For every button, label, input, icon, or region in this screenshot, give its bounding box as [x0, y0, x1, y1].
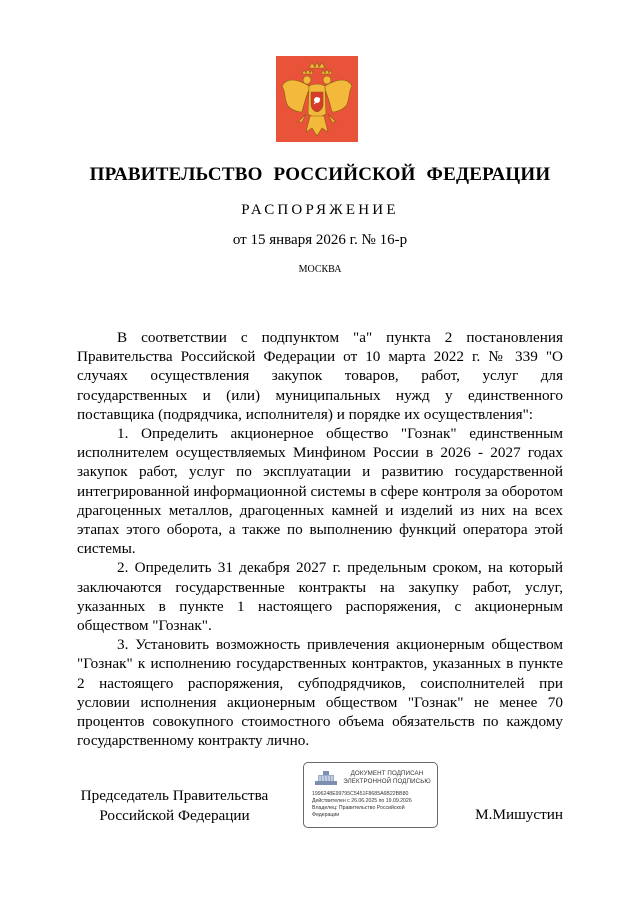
certificate-validity: Действителен с 26.06.2025 по 19.09.2026 — [312, 798, 412, 804]
document-body — [77, 328, 563, 750]
signatory-position-line2: Российской Федерации — [99, 806, 250, 824]
government-building-icon — [313, 770, 339, 786]
certificate-owner-line1: Владелец: Правительство Российской — [312, 805, 405, 811]
document-date-number: от 15 января 2026 г. № 16-р — [232, 232, 408, 248]
signatory-position — [77, 786, 272, 825]
electronic-signature-stamp — [303, 762, 438, 828]
clause-2-paragraph: 2. Определить 31 декабря 2027 г. предельным сроком, на который заключаются государственные контракты на закупку работ, услуг, указанных в пункте 1 настоящего распоряжения, с акционерным обществом "Гознак". — [77, 559, 563, 635]
clause-1-paragraph: 1. Определить акционерное общество "Гознак" единственным исполнителем осуществляемых Минфином России в 2026 - 2027 годах закупок работ, услуг по эксплуатации и развитию государственной интегрированной информационной системы в сфере контроля за оборотом драгоценных металлов, драгоценных камней и изделий из них на всех этапах этого оборота, а также по выполнению функций оператора этой системы. — [77, 425, 563, 558]
clause-3-paragraph: 3. Установить возможность привлечения акционерным обществом "Гознак" к исполнению государственных контрактов, указанных в пункте 2 настоящего распоряжения, субподрядчиков, соисполнителей при условии исполнения акционерным обществом "Гознак" не менее 70 процентов совокупного стоимостного объема обязательств по каждому государственному контракту лично. — [77, 636, 563, 750]
issuing-authority: ПРАВИТЕЛЬСТВО РОССИЙСКОЙ ФЕДЕРАЦИИ — [89, 164, 551, 185]
stamp-title-line2: ЭЛЕКТРОННОЙ ПОДПИСЬЮ — [343, 777, 431, 785]
coat-of-arms-icon — [276, 56, 358, 142]
preamble-paragraph: В соответствии с подпунктом "а" пункта 2 постановления Правительства Российской Федерации от 10 марта 2022 г. № 339 "О случаях осуществления закупок товаров, работ, услуг для государственных и (или) муниципальных нужд у единственного поставщика (подрядчика, исполнителя) и порядке их осуществления": — [77, 329, 563, 423]
signatory-position-line1: Председатель Правительства — [80, 787, 269, 804]
document-type: РАСПОРЯЖЕНИЕ — [241, 202, 399, 218]
stamp-title — [338, 770, 436, 785]
certificate-owner-line2: Федерации — [312, 812, 340, 818]
certificate-serial: 1996248E99795C5451F8685A6B22BB80 — [312, 791, 409, 797]
stamp-details — [312, 791, 412, 819]
document-city: МОСКВА — [298, 264, 342, 275]
signatory-name: М.Мишустин — [475, 806, 563, 823]
stamp-title-line1: ДОКУМЕНТ ПОДПИСАН — [350, 770, 424, 777]
